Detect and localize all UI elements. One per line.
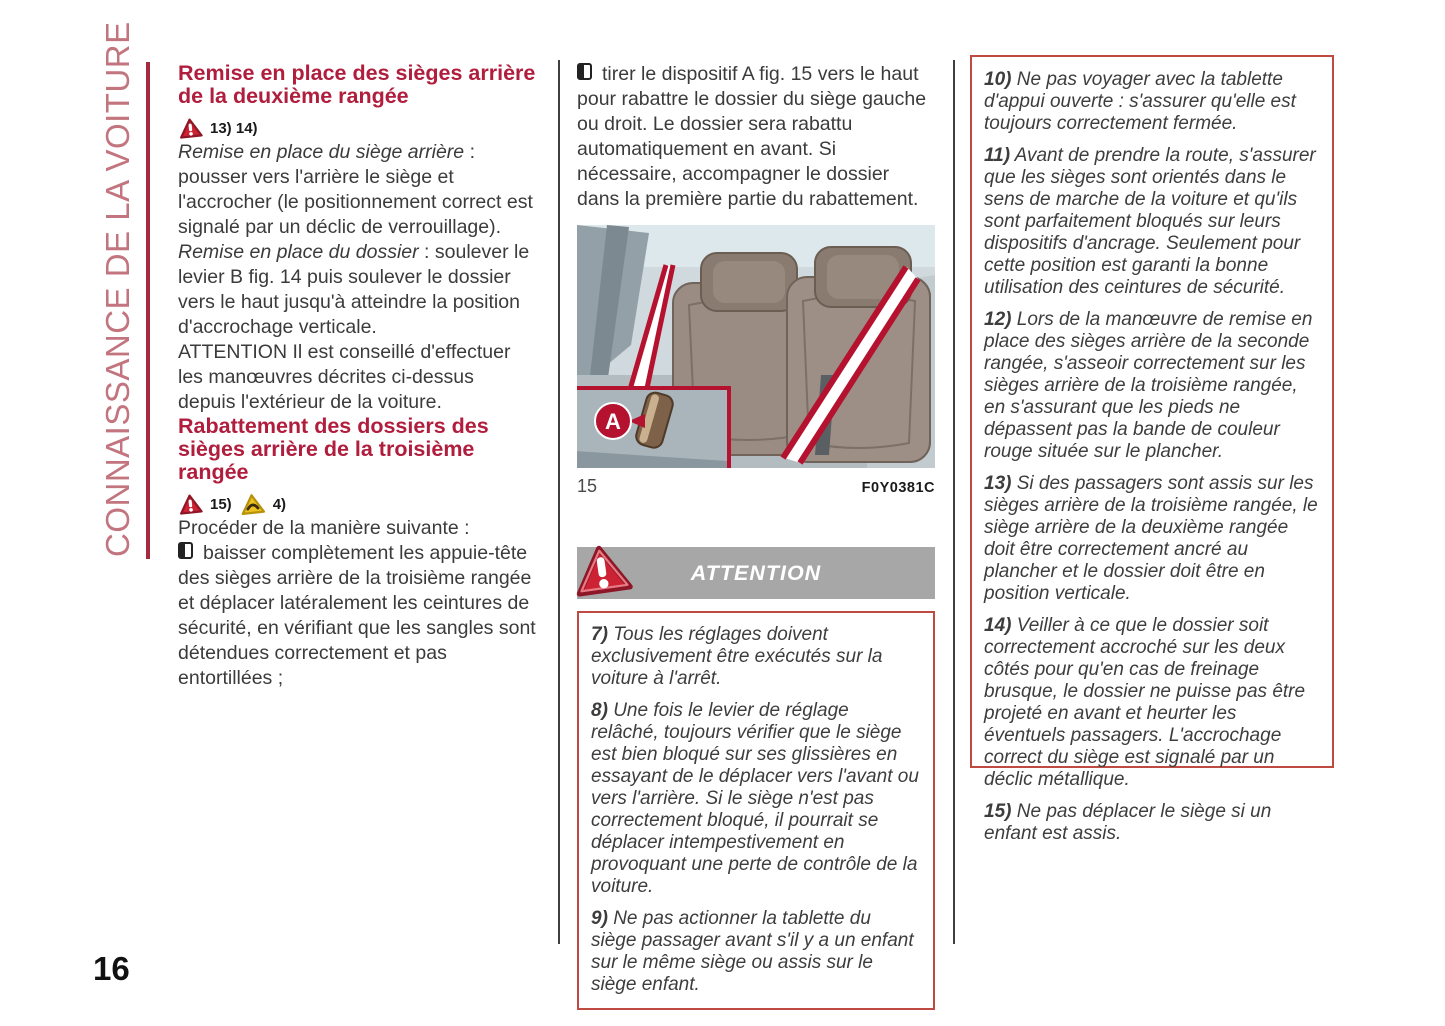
warning-note-refs: 13) 14) (210, 119, 258, 137)
column-1 (178, 62, 536, 691)
note-text: Lors de la manœuvre de remise en place des sièges arrière de la seconde rangée, s'asseoir correctement sur les sièges arrière de la troisième rangée, en s'assurant que les pieds ne dépassent pas la bande de couleur rouge située sur le plancher. (984, 309, 1313, 462)
paragraph-procedure-intro: Procéder de la manière suivante : (178, 517, 470, 539)
callout-a-label: A (605, 409, 621, 434)
page-number: 16 (93, 950, 130, 987)
inset-detail-box (577, 388, 729, 468)
bullet-text: baisser complètement les appuie-tête des sièges arrière de la troisième rangée et déplacer latéralement les ceintures de sécurité, en vérifiant que les sangles sont détendues correctement et pas entortillées ; (178, 542, 536, 689)
column-2 (577, 62, 935, 1010)
warning-note-ref: 15) (210, 495, 232, 513)
bullet-item (178, 541, 536, 691)
sidebar-chapter-title: CONNAISSANCE DE LA VOITURE (99, 21, 136, 557)
note-text: Veiller à ce que le dossier soit correctement accroché sur les deux côtés pour qu'en cas de freinage brusque, le dossier ne puisse pas être projeté en avant et heurter les éventuels passagers. L'accrochage correct du siège est signalé par un déclic métallique. (984, 615, 1306, 790)
note-number: 9) (591, 908, 608, 929)
seats-illustration (577, 225, 935, 468)
note-item (984, 309, 1320, 463)
section-heading: Remise en place des sièges arrière de la deuxième rangée (178, 61, 536, 108)
note-item (591, 700, 921, 898)
note-item (984, 615, 1320, 791)
note-text: Tous les réglages doivent exclusivement être exécutés sur la voiture à l'arrêt. (591, 624, 883, 689)
paragraph-lead-italic: Remise en place du dossier (178, 241, 419, 263)
bullet-item (577, 62, 935, 212)
note-number: 11) (984, 145, 1011, 166)
warning-refs-row (178, 492, 536, 516)
notes-box (577, 611, 935, 1010)
note-item (591, 624, 921, 690)
column-divider (558, 60, 560, 944)
note-item (984, 473, 1320, 605)
note-item (591, 908, 921, 996)
note-number: 10) (984, 69, 1012, 90)
note-text: Ne pas déplacer le siège si un enfant est assis. (984, 801, 1272, 844)
note-number: 15) (984, 801, 1012, 822)
figure-number: 15 (577, 476, 598, 496)
note-number: 7) (591, 624, 608, 645)
note-item (984, 801, 1320, 845)
note-text: Ne pas voyager avec la tablette d'appui ouverte : s'assurer qu'elle est toujours correctement fermée. (984, 69, 1296, 134)
note-text: Une fois le levier de réglage relâché, toujours vérifier que le siège est bien bloqué sur ses glissières en essayant de le déplacer vers l'avant ou vers l'arrière. Si le siège n'est pas correctement bloqué, il pourrait se déplacer intempestivement en provoquant une perte de contrôle de la voiture. (591, 700, 919, 897)
note-number: 14) (984, 615, 1012, 636)
attention-header-bar (577, 547, 935, 599)
figure-code: F0Y0381C (861, 480, 935, 496)
note-item (984, 69, 1320, 135)
warning-triangle-icon (178, 117, 203, 140)
note-number: 8) (591, 700, 608, 721)
caution-triangle-icon (239, 493, 266, 516)
note-text: Ne pas actionner la tablette du siège passager avant s'il y a un enfant sur le même siège ou assis sur le siège enfant. (591, 908, 914, 995)
note-number: 12) (984, 309, 1012, 330)
paragraph-seat-replacement (178, 140, 536, 240)
figure-caption (577, 476, 935, 497)
note-number: 13) (984, 473, 1012, 494)
paragraph-attention-note: ATTENTION Il est conseillé d'effectuer les manœuvres décrites ci-dessus depuis l'extérieur de la voiture. (178, 341, 511, 413)
notes-box (970, 55, 1334, 844)
bullet-square-icon (577, 63, 592, 80)
paragraph-rest: : soulever le levier B fig. 14 puis soulever le dossier vers le haut jusqu'à atteindre la position d'accrochage verticale. (178, 241, 530, 338)
paragraph-lead-italic: Remise en place du siège arrière (178, 141, 465, 163)
note-text: Avant de prendre la route, s'assurer que les sièges sont orientés dans le sens de marche de la voiture et qu'ils sont parfaitement bloqués sur leurs dispositifs d'ancrage. Seulement pour cette position est garanti la bonne utilisation des ceintures de sécurité. (984, 145, 1316, 298)
note-item (984, 145, 1320, 299)
caution-note-ref: 4) (272, 495, 287, 513)
note-text: Si des passagers sont assis sur les sièges arrière de la troisième rangée, le siège arrière de la deuxième rangée doit être correctement ancré au plancher et le dossier doit être en position verticale. (984, 473, 1318, 604)
warning-triangle-icon (178, 493, 203, 516)
sidebar-accent-line (146, 62, 150, 559)
bullet-square-icon (178, 542, 193, 559)
warning-refs-row (178, 116, 536, 140)
warning-triangle-icon (571, 542, 633, 599)
paragraph-backrest-replacement (178, 240, 536, 340)
attention-label: ATTENTION (690, 560, 822, 585)
bullet-text: tirer le dispositif A fig. 15 vers le haut pour rabattre le dossier du siège gauche ou droit. Le dossier sera rabattu automatiquement en avant. Si nécessaire, accompagner le dossier dans la première partie du rabattement. (577, 63, 927, 210)
paragraph-rest: : pousser vers l'arrière le siège et l'accrocher (le positionnement correct est signalé par un déclic de verrouillage). (178, 141, 533, 238)
figure-seats-image (577, 225, 935, 468)
column-divider (953, 60, 955, 944)
section-heading: Rabattement des dossiers des sièges arrière de la troisième rangée (178, 414, 489, 484)
